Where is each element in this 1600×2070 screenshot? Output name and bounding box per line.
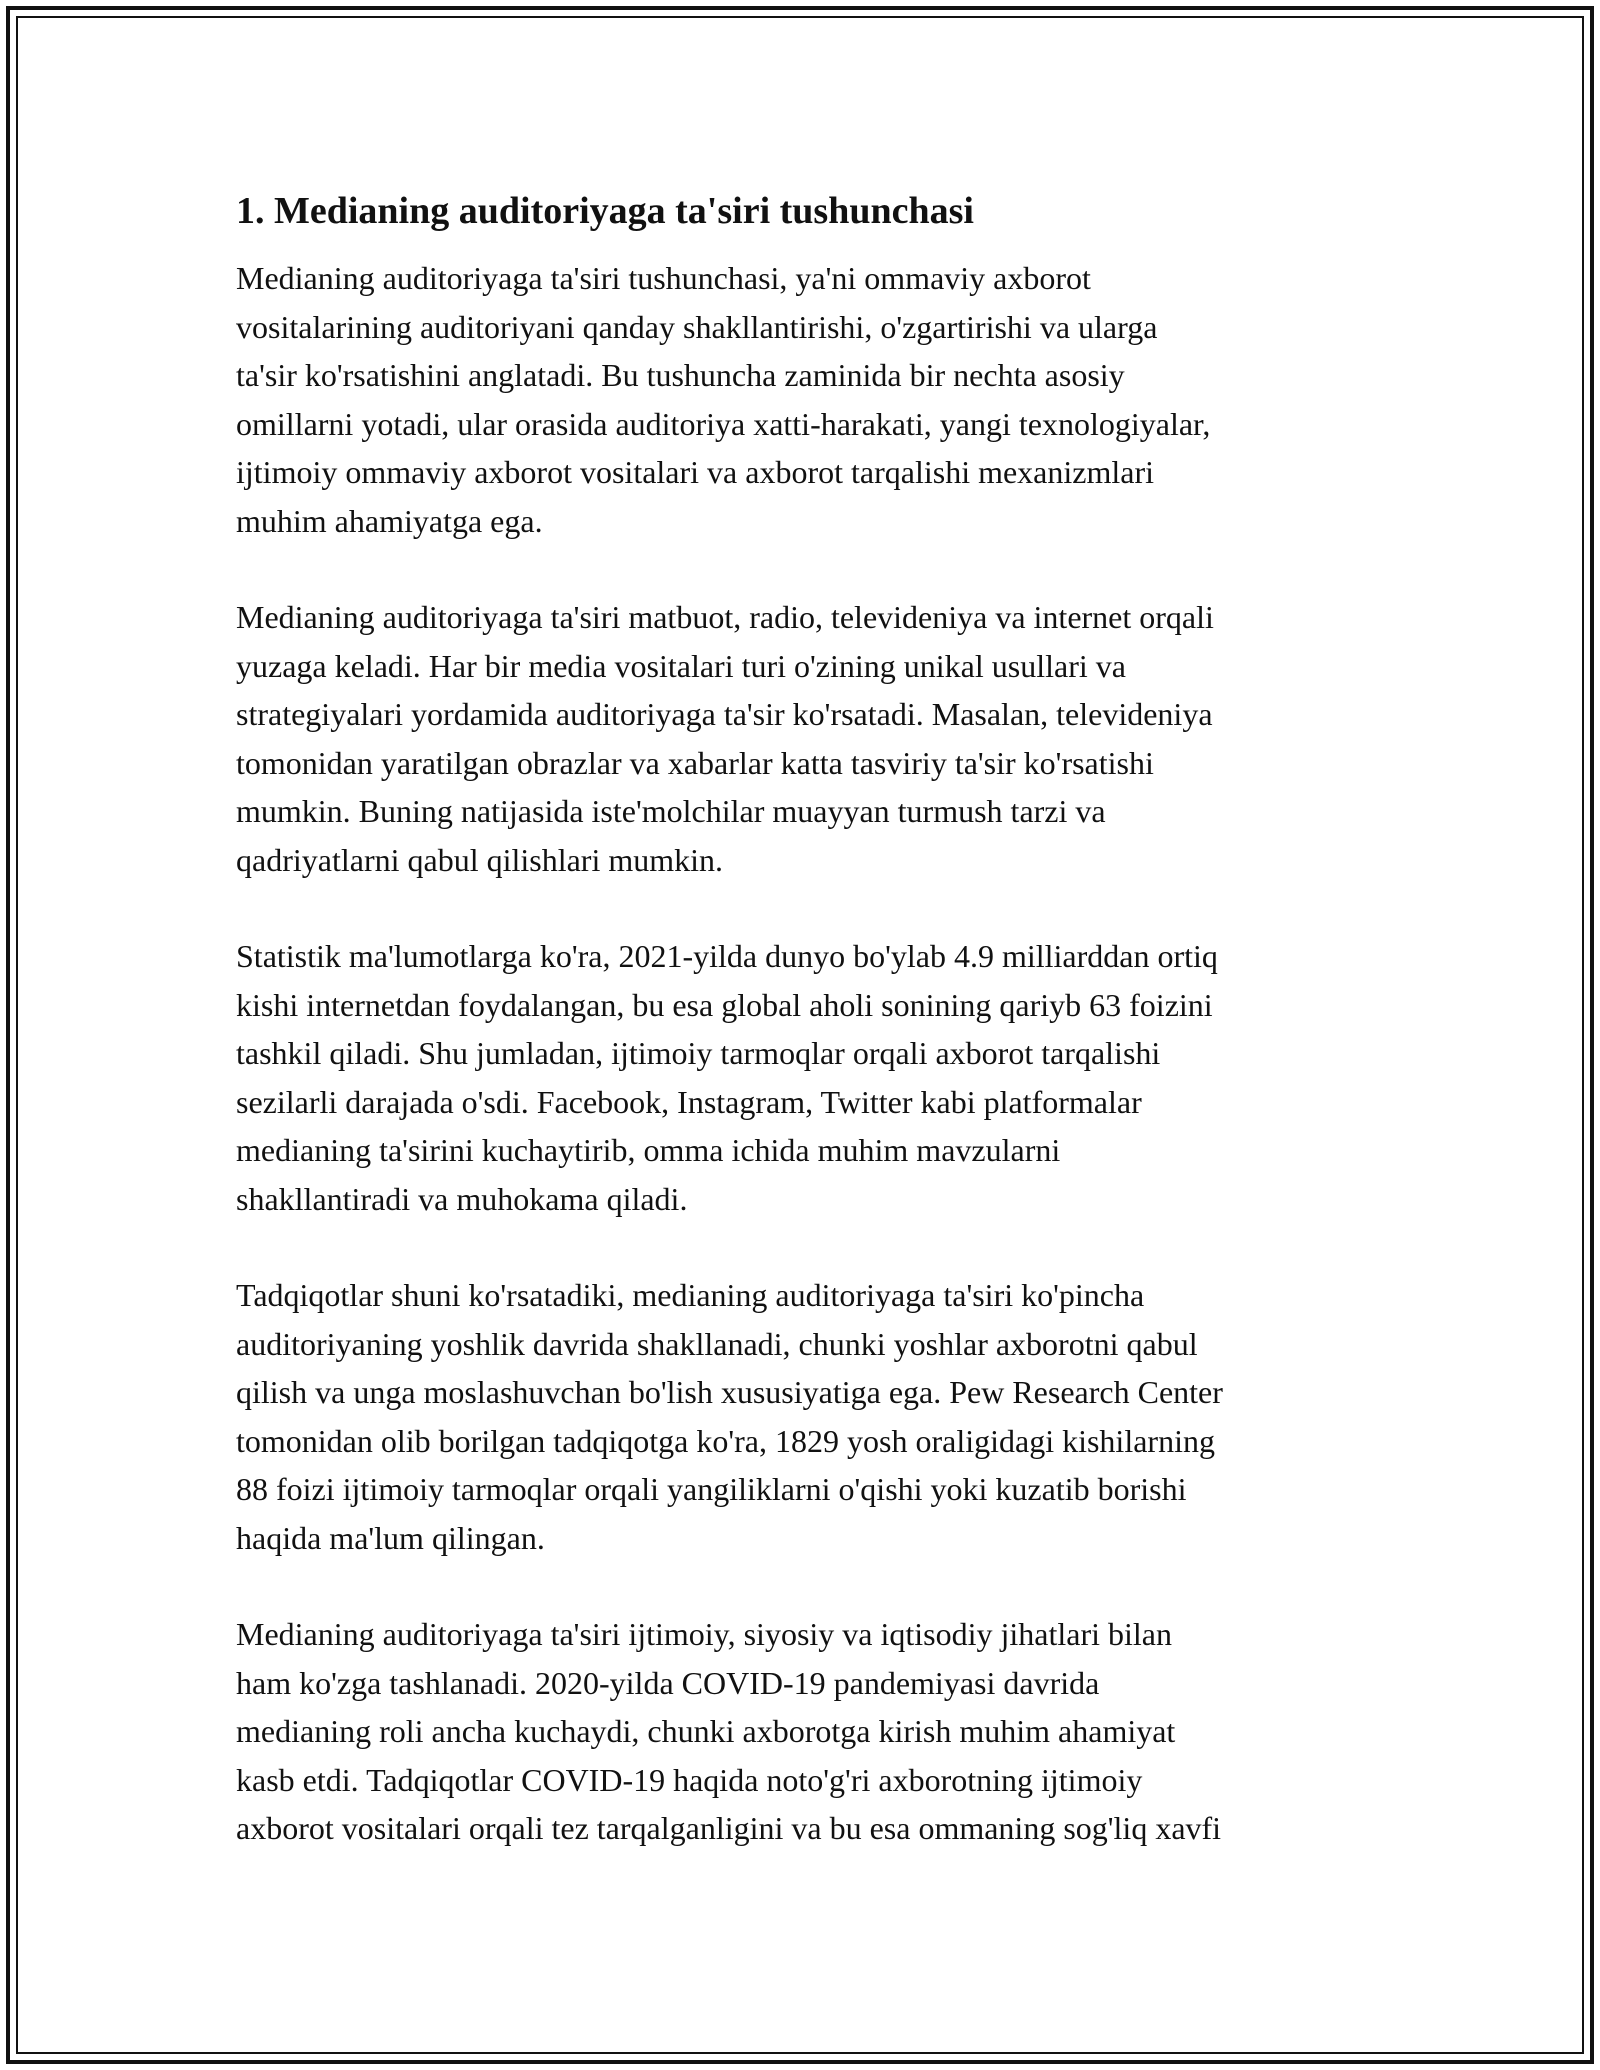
paragraph-line: ta'sir ko'rsatishini anglatadi. Bu tushuncha zaminida bir nechta asosiy [236, 357, 1125, 393]
paragraph-line: kasb etdi. Tadqiqotlar COVID-19 haqida noto'g'ri axborotning ijtimoiy [236, 1761, 1143, 1798]
paragraph-line: 88 foizi ijtimoiy tarmoqlar orqali yangiliklarni o'qishi yoki kuzatib borishi [236, 1471, 1187, 1507]
paragraph-line: mumkin. Buning natijasida iste'molchilar muayyan turmush tarzi va [236, 793, 1106, 829]
paragraph-line: tomonidan yaratilgan obrazlar va xabarlar katta tasviriy ta'sir ko'rsatishi [236, 744, 1154, 781]
paragraph-line: qadriyatlarni qabul qilishlari mumkin. [236, 841, 724, 878]
paragraph-line: Medianing auditoriyaga ta'siri matbuot, radio, televideniya va internet orqali [236, 599, 1214, 635]
paragraph-line: qilish va unga moslashuvchan bo'lish xususiyatiga ega. Pew Research Center [236, 1374, 1223, 1410]
paragraph-5 [236, 1610, 1376, 1853]
paragraph-line: auditoriyaning yoshlik davrida shakllanadi, chunki yoshlar axborotni qabul [236, 1325, 1198, 1362]
paragraph-line: haqida ma'lum qilingan. [236, 1519, 545, 1556]
section-heading: 1. Medianing auditoriyaga ta'siri tushunchasi [236, 190, 974, 232]
paragraph-line: vositalarining auditoriyani qanday shakllantirishi, o'zgartirishi va ularga [236, 308, 1158, 345]
paragraph-line: tashkil qiladi. Shu jumladan, ijtimoiy tarmoqlar orqali axborot tarqalishi [236, 1035, 1161, 1071]
paragraph-line: shakllantiradi va muhokama qiladi. [236, 1180, 688, 1217]
paragraph-line: kishi internetdan foydalangan, bu esa global aholi sonining qariyb 63 foizini [236, 986, 1213, 1023]
paragraph-line: axborot vositalari orqali tez tarqalganligini va bu esa ommaning sog'liq xavfi [236, 1810, 1222, 1846]
paragraph-line: Statistik ma'lumotlarga ko'ra, 2021-yilda dunyo bo'ylab 4.9 milliarddan ortiq [236, 938, 1218, 974]
document-body [236, 188, 1376, 1901]
paragraph-1 [236, 254, 1376, 545]
paragraph-line: Medianing auditoriyaga ta'siri tushunchasi, ya'ni ommaviy axborot [236, 260, 1091, 296]
paragraph-line: medianing roli ancha kuchaydi, chunki axborotga kirish muhim ahamiyat [236, 1713, 1176, 1749]
paragraph-line: Medianing auditoriyaga ta'siri ijtimoiy, siyosiy va iqtisodiy jihatlari bilan [236, 1616, 1172, 1652]
paragraph-line: strategiyalari yordamida auditoriyaga ta'sir ko'rsatadi. Masalan, televideniya [236, 696, 1213, 732]
paragraph-line: Tadqiqotlar shuni ko'rsatadiki, medianing auditoriyaga ta'siri ko'pincha [236, 1277, 1145, 1313]
paragraph-line: tomonidan olib borilgan tadqiqotga ko'ra, 1829 yosh oraligidagi kishilarning [236, 1422, 1215, 1459]
paragraph-line: ham ko'zga tashlanadi. 2020-yilda COVID-19 pandemiyasi davrida [236, 1664, 1100, 1701]
paragraph-3 [236, 932, 1376, 1223]
paragraph-4 [236, 1271, 1376, 1562]
paragraph-line: omillarni yotadi, ular orasida auditoriya xatti-harakati, yangi texnologiyalar, [236, 405, 1211, 442]
paragraph-line: muhim ahamiyatga ega. [236, 502, 543, 539]
paragraph-2 [236, 593, 1376, 884]
paragraph-line: ijtimoiy ommaviy axborot vositalari va axborot tarqalishi mexanizmlari [236, 454, 1154, 490]
paragraph-line: sezilarli darajada o'sdi. Facebook, Instagram, Twitter kabi platformalar [236, 1083, 1142, 1120]
paragraph-line: medianing ta'sirini kuchaytirib, omma ichida muhim mavzularni [236, 1132, 1061, 1168]
paragraph-line: yuzaga keladi. Har bir media vositalari turi o'zining unikal usullari va [236, 647, 1126, 684]
